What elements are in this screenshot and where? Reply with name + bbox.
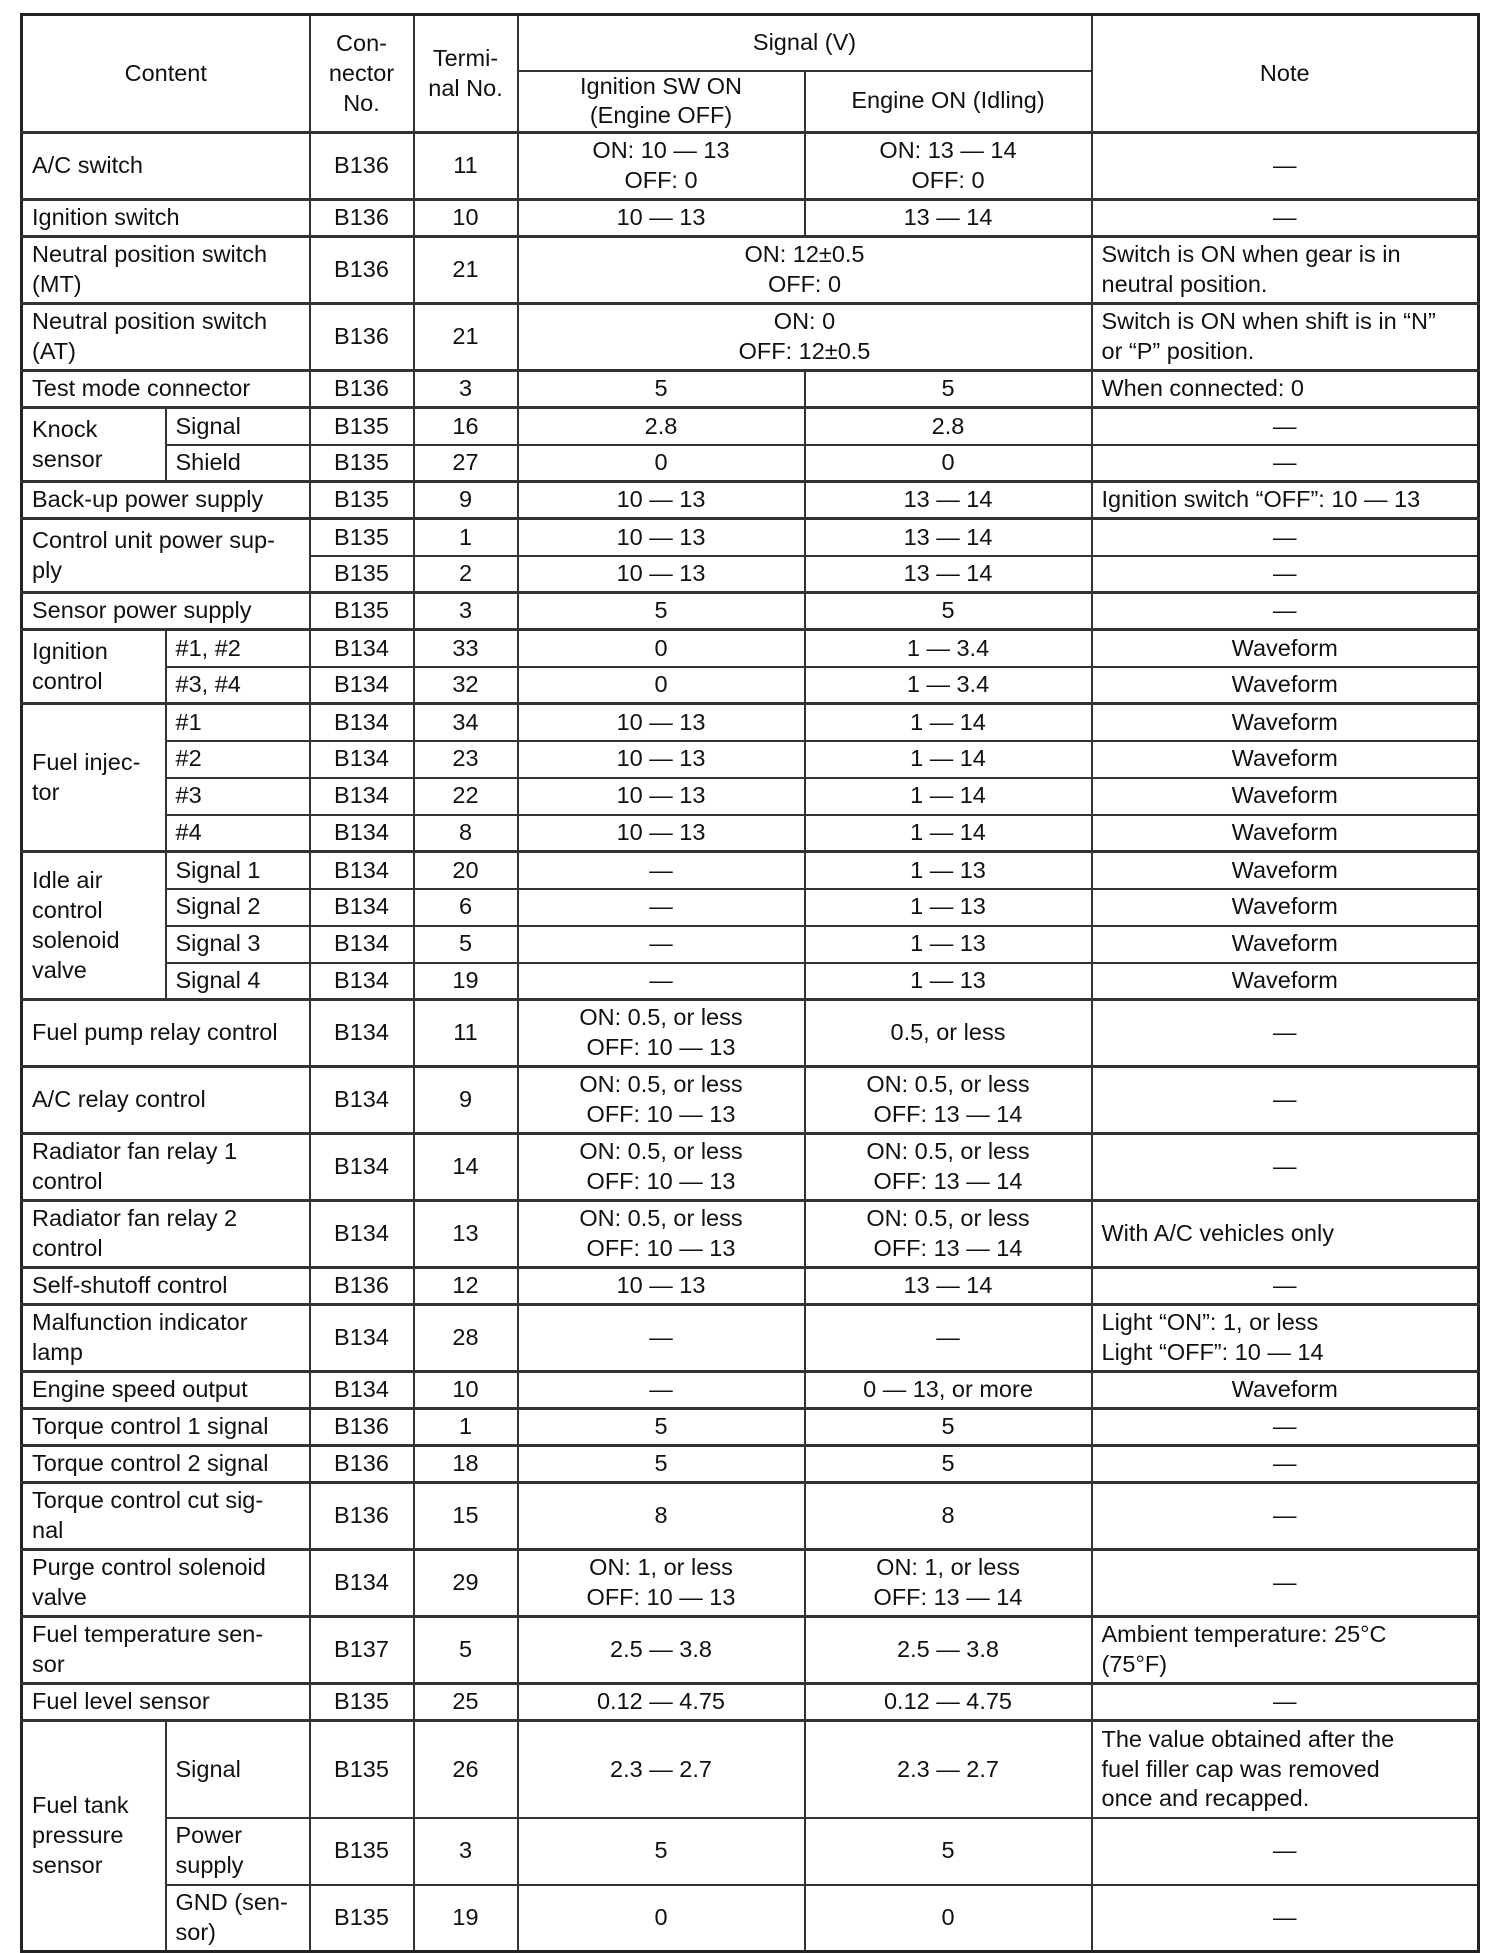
row-note: — xyxy=(1092,593,1479,630)
header-note: Note xyxy=(1092,15,1479,133)
row-signal: ON: 12±0.5 OFF: 0 xyxy=(518,237,1092,304)
row-eng: 1 — 3.4 xyxy=(805,630,1092,667)
row-ign: ON: 0.5, or less OFF: 10 — 13 xyxy=(518,1067,805,1134)
table-row xyxy=(22,593,1479,630)
row-connector: B135 xyxy=(310,1684,414,1721)
row-terminal: 5 xyxy=(414,1617,518,1684)
header-terminal: Termi- nal No. xyxy=(414,15,518,133)
row-terminal: 5 xyxy=(414,926,518,963)
signal-table xyxy=(20,13,1480,1953)
row-note: Light “ON”: 1, or less Light “OFF”: 10 — 14 xyxy=(1092,1305,1479,1372)
row-sub: #3, #4 xyxy=(166,667,310,704)
row-eng: 1 — 14 xyxy=(805,704,1092,741)
row-eng: 8 xyxy=(805,1483,1092,1550)
row-connector: B134 xyxy=(310,1201,414,1268)
row-note: Ignition switch “OFF”: 10 — 13 xyxy=(1092,482,1479,519)
row-content: Engine speed output xyxy=(22,1372,310,1409)
row-eng: ON: 1, or less OFF: 13 — 14 xyxy=(805,1550,1092,1617)
row-note: — xyxy=(1092,519,1479,556)
row-terminal: 26 xyxy=(414,1721,518,1818)
row-ign: — xyxy=(518,926,805,963)
row-connector: B134 xyxy=(310,1067,414,1134)
table-row xyxy=(22,1067,1479,1134)
row-note: — xyxy=(1092,1818,1479,1885)
row-sub: Shield xyxy=(166,445,310,482)
table-row xyxy=(22,1818,1479,1885)
row-connector: B134 xyxy=(310,630,414,667)
row-connector: B134 xyxy=(310,889,414,926)
row-ign: 10 — 13 xyxy=(518,778,805,815)
row-ign: ON: 1, or less OFF: 10 — 13 xyxy=(518,1550,805,1617)
row-note: — xyxy=(1092,200,1479,237)
row-terminal: 32 xyxy=(414,667,518,704)
row-eng: 0.12 — 4.75 xyxy=(805,1684,1092,1721)
row-group: Knock sensor xyxy=(22,408,166,482)
row-ign: 10 — 13 xyxy=(518,1268,805,1305)
header-engine-on: Engine ON (Idling) xyxy=(805,71,1092,133)
row-content: Neutral position switch (MT) xyxy=(22,237,310,304)
row-connector: B136 xyxy=(310,304,414,371)
row-connector: B134 xyxy=(310,778,414,815)
table-row xyxy=(22,304,1479,371)
row-content: Control unit power sup- ply xyxy=(22,519,310,593)
row-terminal: 19 xyxy=(414,963,518,1000)
row-eng: 1 — 13 xyxy=(805,963,1092,1000)
row-terminal: 10 xyxy=(414,1372,518,1409)
row-note: Waveform xyxy=(1092,778,1479,815)
row-eng: — xyxy=(805,1305,1092,1372)
table-row xyxy=(22,1372,1479,1409)
row-note: Waveform xyxy=(1092,963,1479,1000)
row-content: Malfunction indicator lamp xyxy=(22,1305,310,1372)
row-note: Ambient temperature: 25°C (75°F) xyxy=(1092,1617,1479,1684)
row-note: — xyxy=(1092,1885,1479,1952)
row-eng: 13 — 14 xyxy=(805,519,1092,556)
row-ign: 10 — 13 xyxy=(518,200,805,237)
row-sub: #4 xyxy=(166,815,310,852)
header-connector: Con- nector No. xyxy=(310,15,414,133)
row-sub: #1 xyxy=(166,704,310,741)
row-eng: 13 — 14 xyxy=(805,1268,1092,1305)
row-content: Radiator fan relay 2 control xyxy=(22,1201,310,1268)
header-ign-on: Ignition SW ON (Engine OFF) xyxy=(518,71,805,133)
row-sub: Power supply xyxy=(166,1818,310,1885)
row-eng: 5 xyxy=(805,1818,1092,1885)
row-connector: B135 xyxy=(310,482,414,519)
row-eng: 13 — 14 xyxy=(805,200,1092,237)
row-eng: ON: 0.5, or less OFF: 13 — 14 xyxy=(805,1201,1092,1268)
row-eng: 13 — 14 xyxy=(805,556,1092,593)
row-terminal: 13 xyxy=(414,1201,518,1268)
table-row xyxy=(22,482,1479,519)
row-terminal: 11 xyxy=(414,1000,518,1067)
row-ign: 0 xyxy=(518,630,805,667)
row-terminal: 1 xyxy=(414,1409,518,1446)
row-terminal: 9 xyxy=(414,1067,518,1134)
row-content: Fuel pump relay control xyxy=(22,1000,310,1067)
row-content: Fuel level sensor xyxy=(22,1684,310,1721)
row-note: — xyxy=(1092,1409,1479,1446)
row-ign: — xyxy=(518,1305,805,1372)
row-terminal: 2 xyxy=(414,556,518,593)
row-terminal: 27 xyxy=(414,445,518,482)
row-terminal: 11 xyxy=(414,133,518,200)
row-eng: 13 — 14 xyxy=(805,482,1092,519)
row-terminal: 6 xyxy=(414,889,518,926)
row-eng: 1 — 14 xyxy=(805,778,1092,815)
table-row xyxy=(22,1721,1479,1818)
row-connector: B136 xyxy=(310,133,414,200)
row-content: A/C switch xyxy=(22,133,310,200)
row-note: — xyxy=(1092,1483,1479,1550)
row-note: — xyxy=(1092,445,1479,482)
row-eng: 1 — 14 xyxy=(805,741,1092,778)
row-eng: 2.8 xyxy=(805,408,1092,445)
row-sub: Signal 1 xyxy=(166,852,310,889)
row-ign: 0 xyxy=(518,667,805,704)
row-connector: B134 xyxy=(310,667,414,704)
table-row xyxy=(22,630,1479,667)
row-terminal: 33 xyxy=(414,630,518,667)
table-row xyxy=(22,445,1479,482)
table-row xyxy=(22,1305,1479,1372)
row-sub: Signal xyxy=(166,408,310,445)
table-row xyxy=(22,926,1479,963)
row-sub: #2 xyxy=(166,741,310,778)
row-eng: 1 — 13 xyxy=(805,852,1092,889)
row-note: The value obtained after the fuel filler cap was removed once and recapped. xyxy=(1092,1721,1479,1818)
row-group: Fuel injec- tor xyxy=(22,704,166,852)
row-group: Fuel tank pressure sensor xyxy=(22,1721,166,1952)
row-connector: B134 xyxy=(310,1550,414,1617)
row-sub: Signal xyxy=(166,1721,310,1818)
row-note: — xyxy=(1092,133,1479,200)
row-note: Waveform xyxy=(1092,1372,1479,1409)
row-content: Back-up power supply xyxy=(22,482,310,519)
row-eng: ON: 13 — 14 OFF: 0 xyxy=(805,133,1092,200)
row-ign: — xyxy=(518,1372,805,1409)
row-content: Fuel temperature sen- sor xyxy=(22,1617,310,1684)
header-signal: Signal (V) xyxy=(518,15,1092,71)
row-eng: 0.5, or less xyxy=(805,1000,1092,1067)
table-row xyxy=(22,237,1479,304)
row-ign: 8 xyxy=(518,1483,805,1550)
row-connector: B134 xyxy=(310,815,414,852)
row-terminal: 29 xyxy=(414,1550,518,1617)
row-note: — xyxy=(1092,1550,1479,1617)
row-group: Idle air control solenoid valve xyxy=(22,852,166,1000)
row-terminal: 23 xyxy=(414,741,518,778)
row-sub: Signal 3 xyxy=(166,926,310,963)
row-terminal: 28 xyxy=(414,1305,518,1372)
row-connector: B134 xyxy=(310,963,414,1000)
row-ign: ON: 0.5, or less OFF: 10 — 13 xyxy=(518,1201,805,1268)
row-ign: 0 xyxy=(518,445,805,482)
row-connector: B136 xyxy=(310,1268,414,1305)
row-eng: 5 xyxy=(805,1409,1092,1446)
row-note: Waveform xyxy=(1092,852,1479,889)
row-content: Neutral position switch (AT) xyxy=(22,304,310,371)
row-sub: Signal 4 xyxy=(166,963,310,1000)
row-note: With A/C vehicles only xyxy=(1092,1201,1479,1268)
table-row xyxy=(22,1550,1479,1617)
row-ign: — xyxy=(518,852,805,889)
row-terminal: 10 xyxy=(414,200,518,237)
row-content: Torque control 2 signal xyxy=(22,1446,310,1483)
row-connector: B134 xyxy=(310,926,414,963)
row-sub: #3 xyxy=(166,778,310,815)
row-ign: ON: 0.5, or less OFF: 10 — 13 xyxy=(518,1134,805,1201)
row-eng: 1 — 3.4 xyxy=(805,667,1092,704)
table-row xyxy=(22,852,1479,889)
row-ign: 2.3 — 2.7 xyxy=(518,1721,805,1818)
table-row xyxy=(22,133,1479,200)
row-note: — xyxy=(1092,1268,1479,1305)
row-connector: B135 xyxy=(310,593,414,630)
table-row xyxy=(22,1617,1479,1684)
row-ign: 2.8 xyxy=(518,408,805,445)
row-ign: 5 xyxy=(518,371,805,408)
row-content: Purge control solenoid valve xyxy=(22,1550,310,1617)
row-eng: 0 xyxy=(805,1885,1092,1952)
row-terminal: 22 xyxy=(414,778,518,815)
row-ign: 2.5 — 3.8 xyxy=(518,1617,805,1684)
row-connector: B134 xyxy=(310,852,414,889)
row-terminal: 25 xyxy=(414,1684,518,1721)
row-note: Waveform xyxy=(1092,926,1479,963)
row-eng: ON: 0.5, or less OFF: 13 — 14 xyxy=(805,1134,1092,1201)
row-terminal: 15 xyxy=(414,1483,518,1550)
row-connector: B136 xyxy=(310,1483,414,1550)
header-row xyxy=(22,15,1479,71)
row-ign: 5 xyxy=(518,593,805,630)
row-signal: ON: 0 OFF: 12±0.5 xyxy=(518,304,1092,371)
row-ign: ON: 0.5, or less OFF: 10 — 13 xyxy=(518,1000,805,1067)
row-ign: — xyxy=(518,963,805,1000)
row-connector: B134 xyxy=(310,1000,414,1067)
row-ign: 10 — 13 xyxy=(518,815,805,852)
row-note: Waveform xyxy=(1092,741,1479,778)
row-note: Waveform xyxy=(1092,630,1479,667)
row-content: Radiator fan relay 1 control xyxy=(22,1134,310,1201)
table-row xyxy=(22,1483,1479,1550)
row-note: — xyxy=(1092,1684,1479,1721)
row-ign: 5 xyxy=(518,1446,805,1483)
row-eng: 2.3 — 2.7 xyxy=(805,1721,1092,1818)
row-eng: 2.5 — 3.8 xyxy=(805,1617,1092,1684)
row-connector: B134 xyxy=(310,1372,414,1409)
table-row xyxy=(22,1134,1479,1201)
row-terminal: 16 xyxy=(414,408,518,445)
row-ign: 5 xyxy=(518,1818,805,1885)
row-note: — xyxy=(1092,408,1479,445)
row-eng: 5 xyxy=(805,593,1092,630)
row-terminal: 3 xyxy=(414,1818,518,1885)
table-row xyxy=(22,741,1479,778)
row-eng: 0 — 13, or more xyxy=(805,1372,1092,1409)
row-eng: 1 — 13 xyxy=(805,889,1092,926)
row-connector: B136 xyxy=(310,200,414,237)
row-connector: B136 xyxy=(310,1409,414,1446)
row-note: — xyxy=(1092,1000,1479,1067)
table-row xyxy=(22,200,1479,237)
row-terminal: 18 xyxy=(414,1446,518,1483)
table-row xyxy=(22,889,1479,926)
row-note: Waveform xyxy=(1092,704,1479,741)
table-row xyxy=(22,963,1479,1000)
row-sub: Signal 2 xyxy=(166,889,310,926)
row-terminal: 3 xyxy=(414,593,518,630)
row-eng: 5 xyxy=(805,371,1092,408)
row-connector: B136 xyxy=(310,371,414,408)
row-note: — xyxy=(1092,556,1479,593)
row-eng: 5 xyxy=(805,1446,1092,1483)
row-content: Sensor power supply xyxy=(22,593,310,630)
row-terminal: 12 xyxy=(414,1268,518,1305)
table-row xyxy=(22,667,1479,704)
row-connector: B135 xyxy=(310,445,414,482)
row-connector: B136 xyxy=(310,1446,414,1483)
table-row xyxy=(22,778,1479,815)
row-content: Torque control 1 signal xyxy=(22,1409,310,1446)
table-row xyxy=(22,408,1479,445)
row-eng: 1 — 13 xyxy=(805,926,1092,963)
row-ign: ON: 10 — 13 OFF: 0 xyxy=(518,133,805,200)
row-connector: B134 xyxy=(310,741,414,778)
row-note: — xyxy=(1092,1067,1479,1134)
table-row xyxy=(22,1684,1479,1721)
row-note: Waveform xyxy=(1092,889,1479,926)
row-content: Self-shutoff control xyxy=(22,1268,310,1305)
row-eng: 0 xyxy=(805,445,1092,482)
row-ign: 10 — 13 xyxy=(518,556,805,593)
table-row xyxy=(22,1268,1479,1305)
row-ign: 5 xyxy=(518,1409,805,1446)
row-terminal: 21 xyxy=(414,304,518,371)
row-terminal: 20 xyxy=(414,852,518,889)
row-connector: B135 xyxy=(310,1818,414,1885)
table-row xyxy=(22,371,1479,408)
row-ign: 0 xyxy=(518,1885,805,1952)
row-connector: B134 xyxy=(310,704,414,741)
row-connector: B136 xyxy=(310,237,414,304)
row-connector: B137 xyxy=(310,1617,414,1684)
row-connector: B135 xyxy=(310,1885,414,1952)
row-terminal: 14 xyxy=(414,1134,518,1201)
table-row xyxy=(22,704,1479,741)
table-row xyxy=(22,519,1479,556)
table-row xyxy=(22,815,1479,852)
row-connector: B135 xyxy=(310,519,414,556)
table-row xyxy=(22,1446,1479,1483)
row-ign: — xyxy=(518,889,805,926)
row-sub: GND (sen- sor) xyxy=(166,1885,310,1952)
row-ign: 10 — 13 xyxy=(518,482,805,519)
row-connector: B134 xyxy=(310,1134,414,1201)
row-connector: B135 xyxy=(310,556,414,593)
row-ign: 0.12 — 4.75 xyxy=(518,1684,805,1721)
row-terminal: 1 xyxy=(414,519,518,556)
row-connector: B134 xyxy=(310,1305,414,1372)
row-terminal: 21 xyxy=(414,237,518,304)
row-note: When connected: 0 xyxy=(1092,371,1479,408)
row-note: Waveform xyxy=(1092,667,1479,704)
row-connector: B135 xyxy=(310,408,414,445)
table-row xyxy=(22,1000,1479,1067)
row-terminal: 34 xyxy=(414,704,518,741)
row-content: Test mode connector xyxy=(22,371,310,408)
row-content: Torque control cut sig- nal xyxy=(22,1483,310,1550)
row-ign: 10 — 13 xyxy=(518,519,805,556)
row-ign: 10 — 13 xyxy=(518,704,805,741)
row-terminal: 3 xyxy=(414,371,518,408)
table-row xyxy=(22,1409,1479,1446)
row-content: Ignition switch xyxy=(22,200,310,237)
row-note: Switch is ON when gear is in neutral position. xyxy=(1092,237,1479,304)
row-note: Switch is ON when shift is in “N” or “P” position. xyxy=(1092,304,1479,371)
row-note: Waveform xyxy=(1092,815,1479,852)
row-note: — xyxy=(1092,1446,1479,1483)
row-group: Ignition control xyxy=(22,630,166,704)
row-note: — xyxy=(1092,1134,1479,1201)
row-ign: 10 — 13 xyxy=(518,741,805,778)
row-eng: 1 — 14 xyxy=(805,815,1092,852)
row-sub: #1, #2 xyxy=(166,630,310,667)
row-terminal: 8 xyxy=(414,815,518,852)
header-content: Content xyxy=(22,15,310,133)
table-row xyxy=(22,1885,1479,1952)
row-eng: ON: 0.5, or less OFF: 13 — 14 xyxy=(805,1067,1092,1134)
row-connector: B135 xyxy=(310,1721,414,1818)
row-terminal: 9 xyxy=(414,482,518,519)
table-row xyxy=(22,1201,1479,1268)
row-content: A/C relay control xyxy=(22,1067,310,1134)
row-terminal: 19 xyxy=(414,1885,518,1952)
